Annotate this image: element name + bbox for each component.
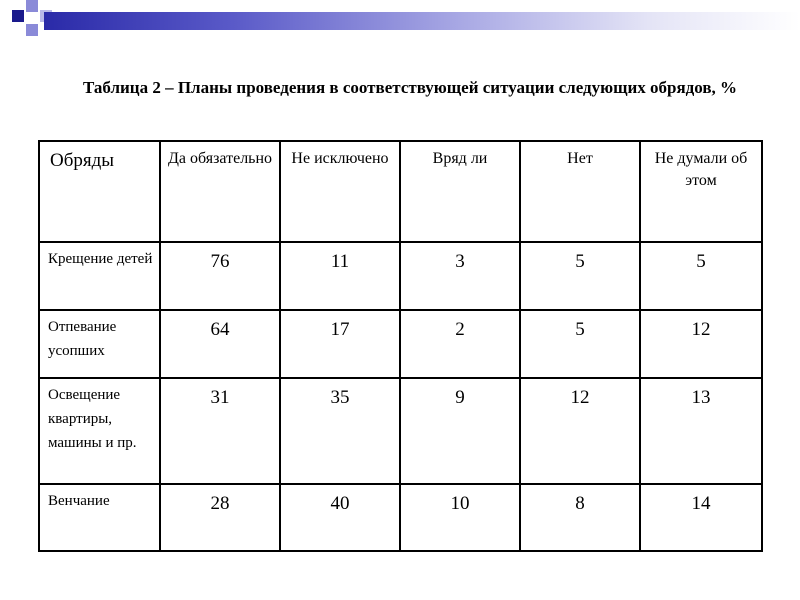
header-cell: Вряд ли	[400, 141, 520, 242]
value-cell: 31	[160, 378, 280, 484]
value-cell: 9	[400, 378, 520, 484]
row-label: Крещение детей	[39, 242, 160, 310]
rites-table	[38, 140, 763, 552]
table-row	[39, 484, 762, 551]
value-cell: 5	[520, 310, 640, 378]
value-cell: 11	[280, 242, 400, 310]
header-cell: Да обязательно	[160, 141, 280, 242]
header-cell: Не думали об этом	[640, 141, 762, 242]
row-label: Венчание	[39, 484, 160, 551]
header-cell: Обряды	[39, 141, 160, 242]
value-cell: 2	[400, 310, 520, 378]
value-cell: 3	[400, 242, 520, 310]
table-header-row	[39, 141, 762, 242]
value-cell: 76	[160, 242, 280, 310]
value-cell: 5	[520, 242, 640, 310]
value-cell: 12	[520, 378, 640, 484]
decor-square	[12, 10, 24, 22]
value-cell: 28	[160, 484, 280, 551]
header-cell: Нет	[520, 141, 640, 242]
value-cell: 13	[640, 378, 762, 484]
value-cell: 40	[280, 484, 400, 551]
value-cell: 5	[640, 242, 762, 310]
row-label: Освещение квартиры, машины и пр.	[39, 378, 160, 484]
value-cell: 8	[520, 484, 640, 551]
decor-square	[26, 24, 38, 36]
value-cell: 12	[640, 310, 762, 378]
table-title: Таблица 2 – Планы проведения в соответствующей ситуации следующих обрядов, %	[82, 78, 738, 97]
value-cell: 14	[640, 484, 762, 551]
table-row	[39, 310, 762, 378]
slide-decoration	[0, 0, 800, 40]
header-cell: Не исключено	[280, 141, 400, 242]
value-cell: 10	[400, 484, 520, 551]
table-row	[39, 378, 762, 484]
decor-square	[26, 0, 38, 12]
row-label: Отпевание усопших	[39, 310, 160, 378]
decor-gradient-band	[44, 12, 800, 30]
value-cell: 64	[160, 310, 280, 378]
table-row	[39, 242, 762, 310]
value-cell: 35	[280, 378, 400, 484]
value-cell: 17	[280, 310, 400, 378]
